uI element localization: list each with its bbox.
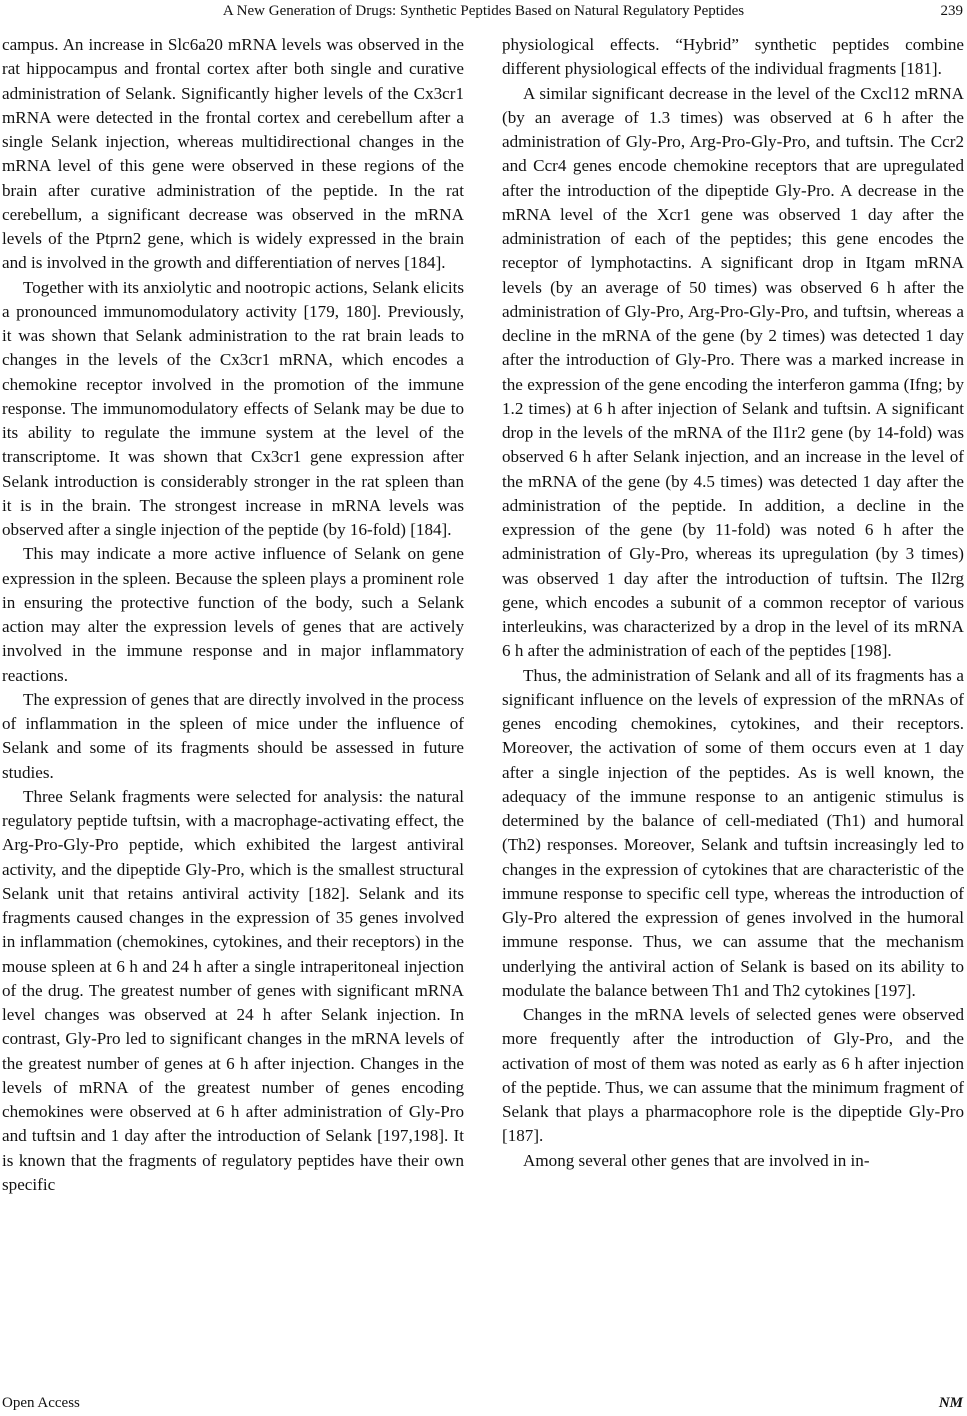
paragraph: Changes in the mRNA levels of selected genes were observed more frequently after the introduction of Gly-Pro, and the activation of most of them was noted as early as 6 h after injection of the peptide. Thus, we can assume that the minimum fragment of Selank that plays a pharmacophore role is the dipeptide Gly-Pro [187]. [502, 1005, 964, 1146]
paragraph: Three Selank fragments were selected for analysis: the natural regulatory peptide tuftsin, with a macrophage-activating effect, the Arg-Pro-Gly-Pro peptide, which exhibited the largest antiviral activity, and the dipeptide Gly-Pro, which is the smallest structural Selank unit that retains antiviral activity [182]. Selank and its fragments caused changes in the expression of 35 genes involved in inflammation (chemokines, cytokines, and their receptors) in the mouse spleen at 6 h and 24 h after a single intraperitoneal injection of the drug. The greatest number of genes with significant mRNA level changes was observed at 24 h after Selank injection. In contrast, Gly-Pro led to significant changes in the mRNA levels of the greatest number of genes at 6 h after injection. Changes in the levels of mRNA of the greatest number of genes encoding chemokines were observed at 6 h after administration of Gly-Pro and tuftsin and 1 day after the introduction of Selank [197,198]. It is known that the fragments of regulatory peptides have their own specific [2, 786, 464, 1194]
page-number: 239 [940, 3, 963, 19]
footer-open-access: Open Access [2, 1395, 80, 1411]
running-title: A New Generation of Drugs: Synthetic Peptides Based on Natural Regulatory Peptides [222, 3, 745, 19]
paragraph: A similar significant decrease in the level of the Cxcl12 mRNA (by an average of 1.3 times) was observed at 6 h after the administration of Gly-Pro, Arg-Pro-Gly-Pro, and tuftsin. The Ccr2 and Ccr4 genes encode chemokine receptors that are upregulated after the introduction of the dipeptide Gly-Pro. A decrease in the mRNA level of the Xcr1 gene was observed 1 day after the administration of each of the peptides; this gene encodes the receptor of lymphotactins. A significant drop in Itgam mRNA levels (by an average of 50 times) was observed 6 h after the administration of Gly-Pro, Arg-Pro-Gly-Pro, and tuftsin, whereas a decline in the mRNA of the gene (by 2 times) was detected 1 day after the introduction of Gly-Pro. There was a marked increase in the expression of the gene encoding the interferon gamma (Ifng; by 1.2 times) at 6 h after injection of Selank and tuftsin. A significant drop in the levels of the mRNA of the Il1r2 gene (by 14-fold) was observed 6 h after Selank injection, and an increase in the level of the mRNA of the gene (by 4.5 times) was detected 1 day after the administration of the peptide. In addition, a decline in the expression of the gene (by 11-fold) was noted 6 h after the administration of Gly-Pro, whereas its upregulation (by 3 times) was observed 1 day after the introduction of tuftsin. The Il2rg gene, which encodes a subunit of a common receptor of various interleukins, was characterized by a drop in the level of its mRNA 6 h after the administration of each of the peptides [198]. [502, 83, 964, 661]
paragraph: Among several other genes that are involved in in- [523, 1150, 870, 1170]
paragraph: The expression of genes that are directly involved in the process of inflammation in the spleen of mice under the influence of Selank and some of its fragments should be assessed in future studies. [2, 689, 464, 782]
footer-journal-abbrev: NM [938, 1395, 963, 1411]
paragraph: This may indicate a more active influence of Selank on gene expression in the spleen. Because the spleen plays a prominent role in ensuring the protective function of the body, such a Selank action may alter the expression levels of genes that are actively involved in the immune response and in major inflammatory reactions. [2, 544, 464, 685]
left-column [2, 33, 464, 1197]
running-header [0, 0, 967, 26]
right-column [502, 33, 964, 1173]
paragraph-continued: physiological effects. “Hybrid” synthetic peptides combine different physiological effects of the individual fragments [181]. [502, 35, 964, 79]
paragraph: Together with its anxiolytic and nootropic actions, Selank elicits a pronounced immunomodulatory activity [179, 180]. Previously, it was shown that Selank administration to the rat brain leads to changes in the levels of the Cx3cr1 mRNA, which encodes a chemokine receptor involved in the promotion of the immune response. The immunomodulatory effects of Selank may be due to its ability to regulate the immune system at the level of the transcriptome. It was shown that Cx3cr1 gene expression after Selank introduction is considerably stronger in the rat spleen than it is in the brain. The strongest increase in mRNA levels was observed after a single injection of the peptide (by 16-fold) [184]. [2, 277, 464, 539]
paragraph-continued: campus. An increase in Slc6a20 mRNA levels was observed in the rat hippocampus and frontal cortex after both single and curative administration of Selank. Significantly higher levels of the Cx3cr1 mRNA were detected in the frontal cortex and cerebellum after a single Selank injection, whereas multidirectional changes in the mRNA level of this gene were observed in these regions of the brain after curative administration of the peptide. In the rat cerebellum, a significant decrease was observed in the mRNA levels of the Ptprn2 gene, which is widely expressed in the brain and is involved in the growth and differentiation of nerves [184]. [2, 35, 464, 273]
paragraph: Thus, the administration of Selank and all of its fragments has a significant influence on the levels of expression of the mRNAs of genes encoding chemokines, cytokines, and their receptors. Moreover, the activation of some of them occurs even at 1 day after a single injection of the peptides. As is well known, the adequacy of the immune response to an antigenic stimulus is determined by the balance of cell-mediated (Th1) and humoral (Th2) responses. Moreover, Selank and tuftsin increasingly led to changes in the expression of cytokines that are characteristic of the immune response to specific cell type, whereas the introduction of Gly-Pro altered the expression of genes involved in the humoral immune response. Thus, we can assume that the mechanism underlying the antiviral action of Selank is based on its ability to modulate the balance between Th1 and Th2 cytokines [197]. [502, 665, 964, 1000]
